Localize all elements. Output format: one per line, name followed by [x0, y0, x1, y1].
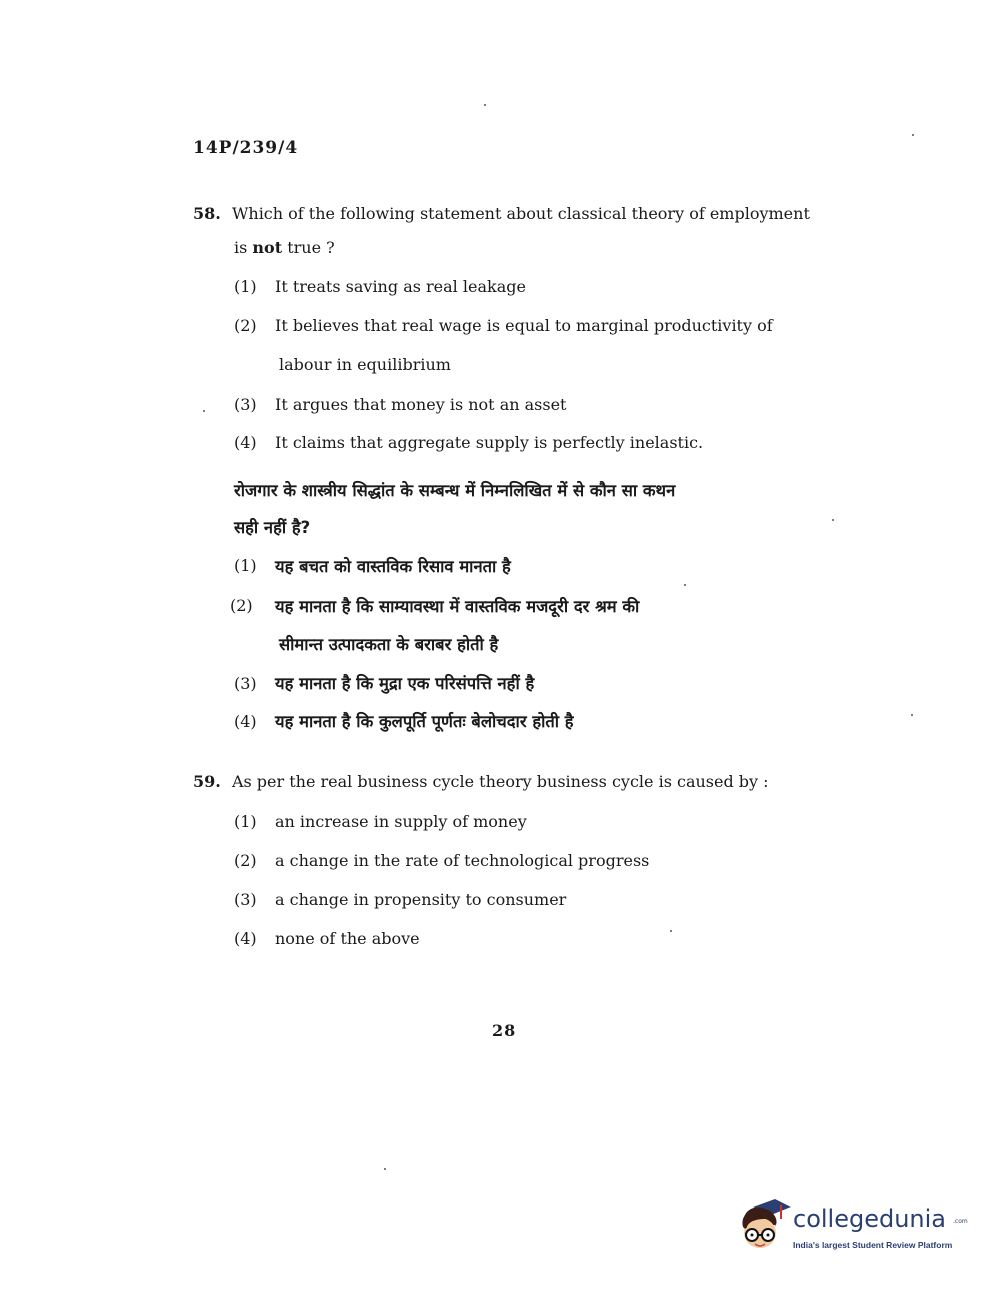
- question-stem-text: As per the real business cycle theory business cycle is caused by :: [231, 772, 769, 791]
- scan-speck: [384, 1168, 386, 1170]
- question-number: 58.: [193, 204, 221, 223]
- brand-tagline: India's largest Student Review Platform: [793, 1240, 953, 1250]
- paper-code: 14P/239/4: [193, 138, 299, 158]
- option-number: (4): [234, 433, 257, 452]
- option-text: none of the above: [275, 929, 420, 948]
- student-mascot-icon: [735, 1197, 791, 1257]
- option-number: (1): [234, 812, 257, 831]
- stem-emphasis: not: [252, 238, 283, 257]
- option-number: (3): [234, 890, 257, 909]
- option-number: (2): [234, 851, 257, 870]
- scan-speck: [912, 134, 914, 136]
- option-number: (1): [234, 277, 257, 296]
- stem-post: true ?: [282, 238, 335, 257]
- option-text-continued: labour in equilibrium: [279, 355, 451, 374]
- scan-speck: [484, 104, 486, 106]
- option-number: (3): [234, 674, 257, 693]
- question-stem-line1: [193, 204, 810, 223]
- hindi-stem-line1: रोजगार के शास्त्रीय सिद्धांत के सम्बन्ध में निम्नलिखित में से कौन सा कथन: [234, 481, 676, 500]
- option-number: (2): [234, 316, 257, 335]
- option-text: It believes that real wage is equal to marginal productivity of: [275, 316, 773, 335]
- scan-speck: [911, 714, 913, 716]
- option-text: यह मानता है कि साम्यावस्था में वास्तविक मजदूरी दर श्रम की: [275, 597, 640, 616]
- question-number: 59.: [193, 772, 221, 791]
- option-text: यह मानता है कि कुलपूर्ति पूर्णतः बेलोचदार होती है: [275, 712, 574, 731]
- scan-speck: [832, 519, 834, 521]
- option-text: यह मानता है कि मुद्रा एक परिसंपत्ति नहीं है: [275, 674, 535, 693]
- option-number: (3): [234, 395, 257, 414]
- option-text-continued: सीमान्त उत्पादकता के बराबर होती है: [279, 635, 499, 654]
- scan-speck: [670, 930, 672, 932]
- question-stem-line2: [234, 238, 335, 257]
- option-text: It argues that money is not an asset: [275, 395, 567, 414]
- option-number: (4): [234, 929, 257, 948]
- option-number: (2): [230, 596, 253, 615]
- collegedunia-watermark: [735, 1195, 968, 1265]
- option-text: a change in the rate of technological progress: [275, 851, 650, 870]
- option-text: It claims that aggregate supply is perfectly inelastic.: [275, 433, 704, 452]
- brand-suffix: .com: [953, 1218, 968, 1225]
- option-text: It treats saving as real leakage: [275, 277, 526, 296]
- scan-speck: [684, 584, 686, 586]
- scan-speck: [203, 410, 205, 412]
- option-text: यह बचत को वास्तविक रिसाव मानता है: [275, 557, 511, 576]
- option-text: a change in propensity to consumer: [275, 890, 567, 909]
- question-stem-text: Which of the following statement about classical theory of employment: [231, 204, 810, 223]
- option-number: (1): [234, 556, 257, 575]
- brand-name: collegedunia: [793, 1205, 947, 1233]
- question-stem-line1: [193, 772, 769, 791]
- option-text: an increase in supply of money: [275, 812, 527, 831]
- hindi-stem-line2: सही नहीं है?: [234, 518, 311, 537]
- page-number: 28: [492, 1021, 517, 1040]
- stem-pre: is: [234, 238, 253, 257]
- option-number: (4): [234, 712, 257, 731]
